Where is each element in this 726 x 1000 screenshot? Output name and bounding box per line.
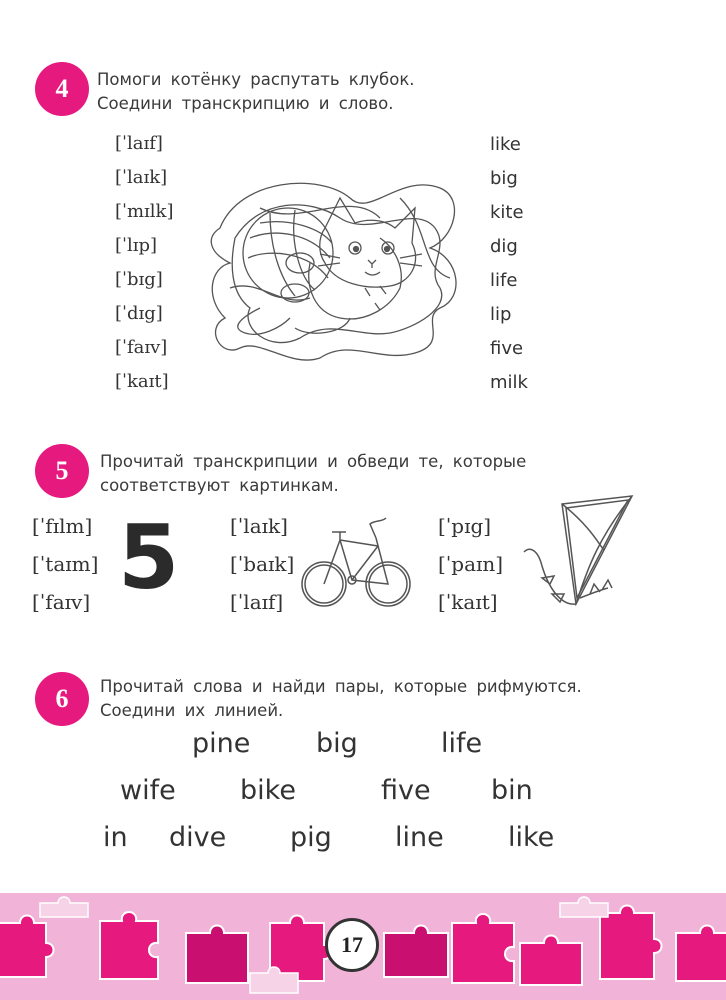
task-5-transcription[interactable]: [ˈpɪg] [438, 514, 492, 538]
task-4-transcription[interactable]: [ˈmɪlk] [115, 201, 174, 222]
task-4-word[interactable]: milk [490, 372, 528, 393]
kite-icon [520, 486, 650, 626]
puzzle-piece-icon [186, 926, 248, 984]
task-5-instruction-line-1: Прочитай транскрипции и обведи те, которые [100, 452, 527, 471]
task-4-word[interactable]: like [490, 134, 521, 155]
puzzle-piece-icon [676, 926, 726, 982]
task-4-transcription[interactable]: [ˈlɪp] [115, 235, 158, 256]
task-4-word[interactable]: five [490, 338, 524, 359]
task-5-transcription[interactable]: [ˈlaɪk] [230, 514, 288, 538]
task-5-instruction [100, 450, 526, 498]
task-5-transcription[interactable]: [ˈpaɪn] [438, 552, 504, 576]
task-4-transcription[interactable]: [ˈlaɪf] [115, 133, 163, 154]
task-4-transcription[interactable]: [ˈfaɪv] [115, 337, 168, 358]
task-4-word[interactable]: big [490, 168, 518, 189]
task-4-instruction [97, 68, 415, 116]
task-4-word[interactable]: lip [490, 304, 512, 325]
rhyme-word[interactable]: line [395, 822, 444, 853]
rhyme-word[interactable]: bike [240, 775, 296, 806]
task-5-transcription[interactable]: [ˈtaɪm] [32, 552, 99, 576]
kitten-with-yarn-illustration [200, 168, 470, 368]
task-4-word[interactable]: kite [490, 202, 524, 223]
task-4-number-badge: 4 [35, 62, 89, 116]
task-4-transcription[interactable]: [ˈbɪg] [115, 269, 163, 290]
rhyme-word[interactable]: bin [491, 775, 533, 806]
rhyme-word[interactable]: life [441, 728, 483, 759]
task-5-transcription[interactable]: [ˈfaɪv] [32, 590, 91, 614]
bicycle-icon [300, 510, 412, 614]
task-4-instruction-line-2: Соедини транскрипцию и слово. [97, 94, 394, 113]
puzzle-piece-icon [600, 906, 662, 980]
task-5-transcription[interactable]: [ˈkaɪt] [438, 590, 498, 614]
task-4-word[interactable]: life [490, 270, 518, 291]
task-5-number-badge: 5 [35, 444, 89, 498]
rhyme-word[interactable]: pig [290, 822, 332, 853]
task-4-instruction-line-1: Помоги котёнку распутать клубок. [97, 70, 415, 89]
task-5-transcription[interactable]: [ˈbaɪk] [230, 552, 295, 576]
rhyme-word[interactable]: five [381, 775, 431, 806]
task-4-transcription[interactable]: [ˈkaɪt] [115, 371, 169, 392]
task-6-instruction-line-2: Соедини их линией. [100, 701, 284, 720]
task-6-instruction [100, 675, 582, 723]
digit-five-picture: 5 [118, 506, 178, 609]
task-6-number-badge: 6 [35, 672, 89, 726]
task-5-transcription[interactable]: [ˈfɪlm] [32, 514, 93, 538]
rhyme-word[interactable]: dive [169, 822, 227, 853]
puzzle-piece-icon [0, 916, 54, 978]
rhyme-word[interactable]: pine [192, 728, 251, 759]
task-4-transcription[interactable]: [ˈlaɪk] [115, 167, 168, 188]
rhyme-word[interactable]: in [103, 822, 128, 853]
task-4-transcription[interactable]: [ˈdɪg] [115, 303, 163, 324]
task-5-transcription[interactable]: [ˈlaɪf] [230, 590, 284, 614]
rhyme-word[interactable]: like [508, 822, 555, 853]
puzzle-piece-icon [384, 926, 448, 978]
puzzle-piece-icon [452, 914, 514, 983]
puzzle-piece-icon [100, 912, 158, 979]
task-5-instruction-line-2: соответствуют картинкам. [100, 476, 339, 495]
puzzle-piece-icon [520, 936, 582, 986]
rhyme-word[interactable]: wife [120, 775, 176, 806]
rhyme-word[interactable]: big [316, 728, 358, 759]
task-6-instruction-line-1: Прочитай слова и найди пары, которые рифмуются. [100, 677, 582, 696]
page-number: 17 [325, 918, 379, 972]
task-4-word[interactable]: dig [490, 236, 518, 257]
